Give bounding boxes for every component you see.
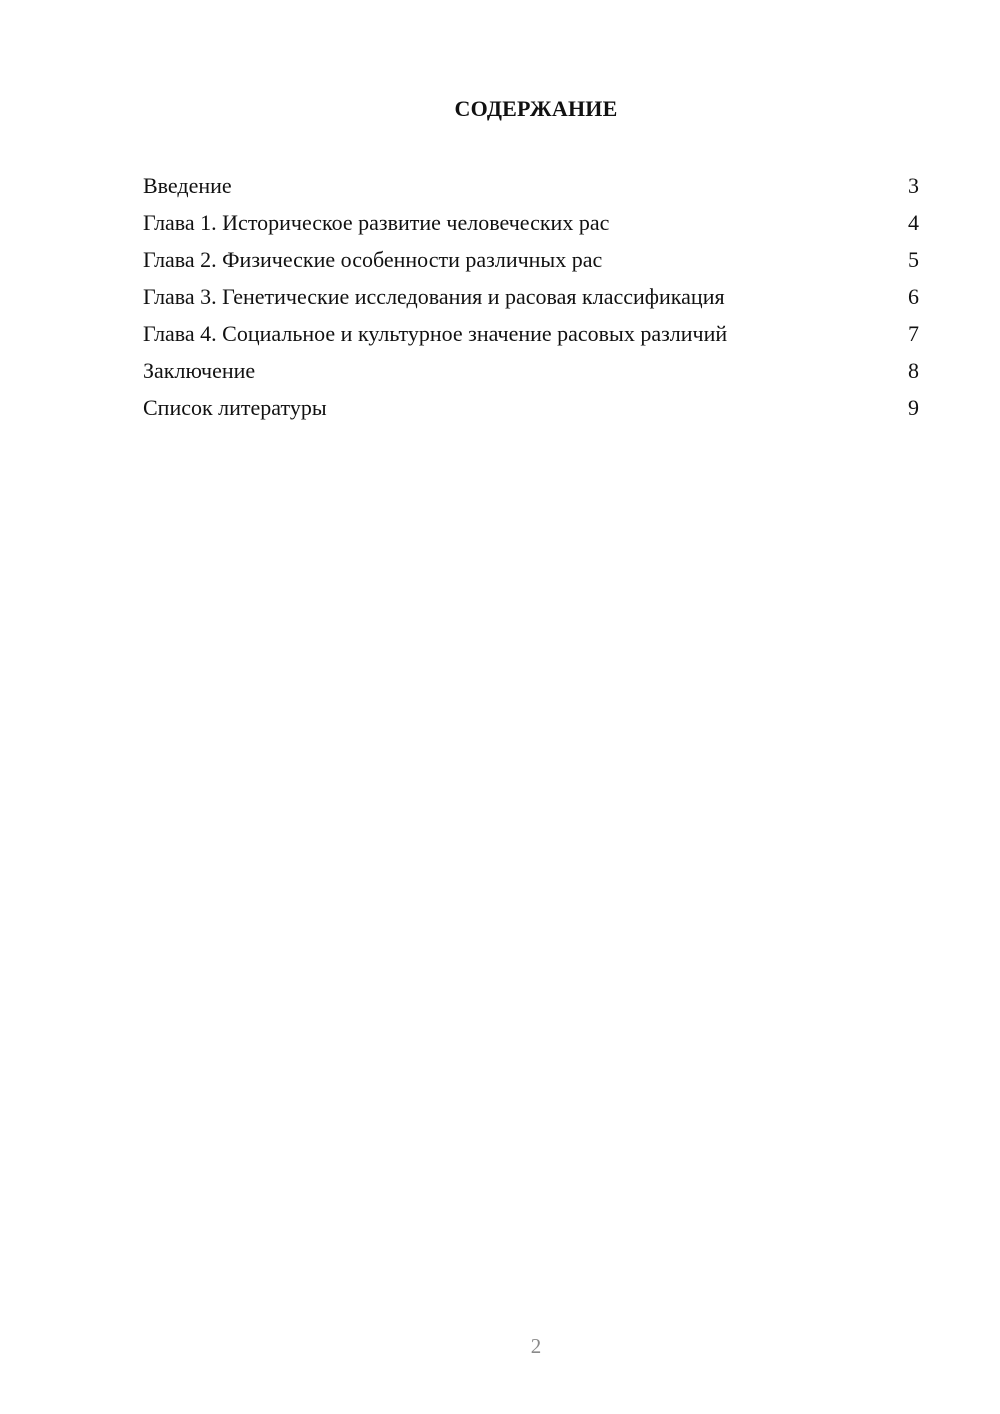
toc-item-chapter-4[interactable] (143, 315, 919, 352)
toc-item-label: Заключение (143, 358, 256, 383)
toc-item-page: 9 (908, 395, 919, 420)
table-of-contents (143, 167, 919, 426)
toc-item-conclusion[interactable] (143, 352, 919, 389)
toc-item-label: Глава 3. Генетические исследования и расовая классификация (143, 284, 725, 309)
toc-item-page: 5 (908, 247, 919, 272)
toc-item-page: 3 (908, 173, 919, 198)
page-number: 2 (530, 1334, 542, 1358)
toc-item-label: Глава 2. Физические особенности различных рас (143, 247, 603, 272)
toc-item-label: Введение (143, 173, 232, 198)
toc-item-page: 7 (908, 321, 919, 346)
toc-item-references[interactable] (143, 389, 919, 426)
toc-item-label: Список литературы (143, 395, 327, 420)
toc-item-page: 8 (908, 358, 919, 383)
toc-item-label: Глава 1. Историческое развитие человеческих рас (143, 210, 610, 235)
toc-item-label: Глава 4. Социальное и культурное значение расовых различий (143, 321, 728, 346)
toc-item-chapter-2[interactable] (143, 241, 919, 278)
toc-item-page: 6 (908, 284, 919, 309)
toc-item-chapter-3[interactable] (143, 278, 919, 315)
toc-item-chapter-1[interactable] (143, 204, 919, 241)
page-title: СОДЕРЖАНИЕ (454, 96, 618, 121)
toc-item-page: 4 (908, 210, 919, 235)
toc-item-introduction[interactable] (143, 167, 919, 204)
